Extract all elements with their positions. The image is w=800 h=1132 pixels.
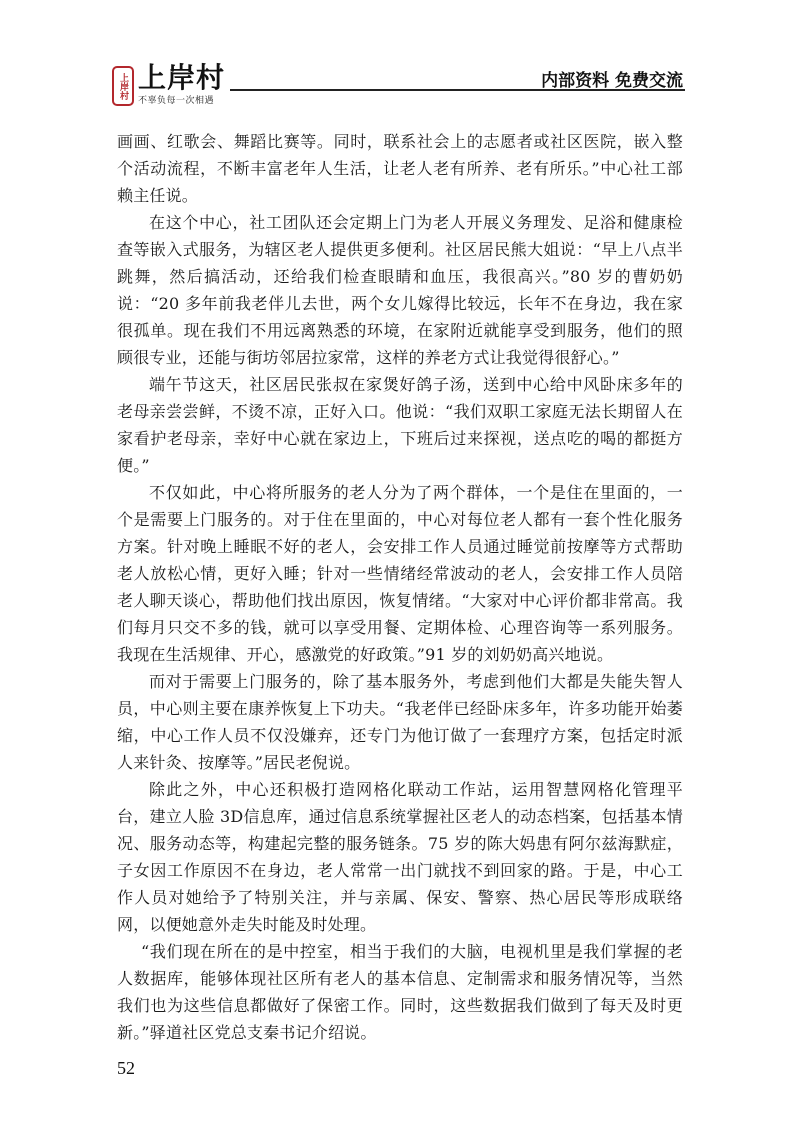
- paragraph-1: 画画、红歌会、舞蹈比赛等。同时，联系社会上的志愿者或社区医院，嵌入整个活动流程，不断丰富老年人生活，让老人老有所养、老有所乐。”中心社工部赖主任说。: [117, 132, 683, 205]
- paragraph-2: 在这个中心，社工团队还会定期上门为老人开展义务理发、足浴和健康检查等嵌入式服务，为辖区老人提供更多便利。社区居民熊大姐说：“早上八点半跳舞，然后搞活动，还给我们检查眼睛和血压，我很高兴。”80 岁的曹奶奶说：“20 多年前我老伴儿去世，两个女儿嫁得比较远，长年不在身边，我在家很孤单。现在我们不用远离熟悉的环境，在家附近就能享受到服务，他们的照顾很专业，还能与街坊邻居拉家常，这样的养老方式让我觉得很舒心。”: [117, 213, 683, 367]
- paragraph-6: 除此之外，中心还积极打造网格化联动工作站，运用智慧网格化管理平台，建立人脸 3D信息库，通过信息系统掌握社区老人的动态档案，包括基本情况、服务动态等，构建起完整的服务链条。75 岁的陈大妈患有阿尔兹海默症，子女因工作原因不在身边，老人常常一出门就找不到回家的路。于是，中心工作人员对她给予了特别关注，并与亲属、保安、警察、热心居民等形成联络网，以便她意外走失时能及时处理。: [117, 780, 683, 934]
- paragraph-4: 不仅如此，中心将所服务的老人分为了两个群体，一个是住在里面的，一个是需要上门服务的。对于住在里面的，中心对每位老人都有一套个性化服务方案。针对晚上睡眠不好的老人，会安排工作人员通过睡觉前按摩等方式帮助老人放松心情，更好入睡；针对一些情绪经常波动的老人，会安排工作人员陪老人聊天谈心，帮助他们找出原因，恢复情绪。“大家对中心评价都非常高。我们每月只交不多的钱，就可以享受用餐、定期体检、心理咨询等一系列服务。我现在生活规律、开心，感激党的好政策。”91 岁的刘奶奶高兴地说。: [117, 483, 683, 664]
- page-number: 52: [117, 1058, 135, 1078]
- logo-seal-text: 上岸村: [118, 72, 128, 100]
- article-body: [117, 128, 683, 1046]
- paragraph-3: 端午节这天，社区居民张叔在家煲好鸽子汤，送到中心给中风卧床多年的老母亲尝尝鲜，不烫不凉，正好入口。他说：“我们双职工家庭无法长期留人在家看护老母亲，幸好中心就在家边上，下班后过来探视，送点吃的喝的都挺方便。”: [117, 375, 683, 475]
- logo-slogan: 不辜负每一次相遇: [138, 96, 215, 106]
- logo-seal-icon: [112, 66, 134, 106]
- page-header: [0, 0, 800, 110]
- header-tag: 内部资料 免费交流: [541, 71, 683, 91]
- logo-name: 上岸村: [138, 61, 226, 94]
- paragraph-7: “我们现在所在的是中控室，相当于我们的大脑，电视机里是我们掌握的老人数据库，能够体现社区所有老人的基本信息、定制需求和服务情况等，当然我们也为这些信息都做好了保密工作。同时，这些数据我们做到了每天及时更新。”驿道社区党总支秦书记介绍说。: [117, 942, 683, 1042]
- paragraph-5: 而对于需要上门服务的，除了基本服务外，考虑到他们大都是失能失智人员，中心则主要在康养恢复上下功夫。“我老伴已经卧床多年，许多功能开始萎缩，中心工作人员不仅没嫌弃，还专门为他订做了一套理疗方案，包括定时派人来针灸、按摩等。”居民老倪说。: [117, 672, 683, 772]
